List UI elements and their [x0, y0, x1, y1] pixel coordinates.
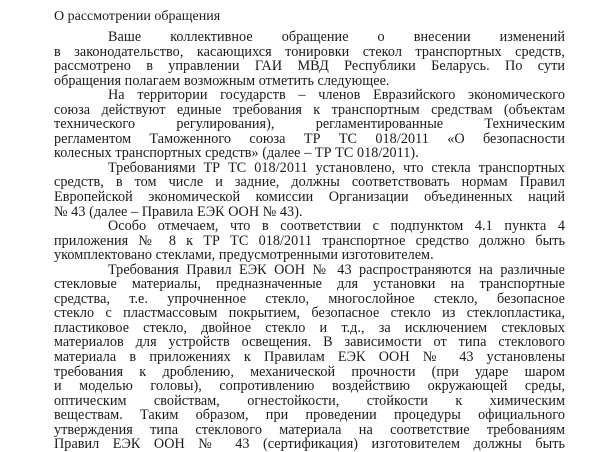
- text-line: укомплектовано стеклами, предусмотренными изготовителем.: [54, 248, 434, 263]
- text-line: Требования Правил ЕЭК ООН № 43 распространяются на различные: [108, 262, 565, 278]
- text-line: стекло с пластмассовым покрытием, безопасное стекло из стеклопластика,: [54, 306, 565, 321]
- text-line: оптическим свойствам, огнестойкости, стойкости к химическим: [54, 393, 565, 409]
- text-line: № 43 (далее – Правила ЕЭК ООН № 43).: [54, 204, 303, 220]
- text-line: колесных транспортных средств» (далее – ТР ТС 018/2011).: [54, 146, 419, 161]
- text-line: в законодательство, касающихся тонировки стекол транспортных средств,: [54, 44, 565, 60]
- text-line: Особо отмечаем, что в соответствии с подпунктом 4.1 пункта 4: [108, 219, 565, 234]
- text-line: требования к дроблению, механической прочности (при ударе шаром: [54, 364, 565, 380]
- text-line: приложения № 8 к ТР ТС 018/2011 транспортное средство должно быть: [54, 233, 565, 249]
- text-line: утверждения типа стеклового материала на соответствие требованиям: [54, 422, 565, 438]
- text-line: рассмотрено в управлении ГАИ МВД Республики Беларусь. По сути: [54, 59, 565, 74]
- text-line: регламентом Таможенного союза ТР ТС 018/2011 «О безопасности: [54, 131, 565, 147]
- text-line: союза действуют единые требования к транспортным средствам (объектам: [54, 102, 565, 118]
- text-line: стекловые материалы, предназначенные для установки на транспортные: [54, 277, 565, 292]
- text-line: На территории государств – членов Евразийского экономического: [108, 88, 565, 103]
- document-title: О рассмотрении обращения: [54, 9, 221, 24]
- text-line: средств, в том числе и задние, должны соответствовать нормам Правил: [54, 175, 565, 191]
- text-line: и моделью головы), сопротивлению воздействию окружающей среды,: [54, 379, 565, 394]
- text-line: Требованиями ТР ТС 018/2011 установлено, что стекла транспортных: [108, 160, 565, 176]
- text-line: пластиковое стекло, двойное стекло и т.д., за исключением стекловых: [54, 320, 565, 336]
- text-line: Европейской экономической комиссии Организации объединенных наций: [54, 190, 565, 205]
- text-line: Правил ЕЭК ООН № 43 (сертификация) изготовителем должны быть: [54, 437, 565, 452]
- text-line: материала в приложениях к Правилам ЕЭК ООН № 43 установлены: [54, 350, 565, 365]
- text-line: средства, т.е. упрочненное стекло, многослойное стекло, безопасное: [54, 291, 565, 307]
- text-line: материалов для устройств освещения. В зависимости от типа стеклового: [54, 335, 565, 351]
- text-line: веществам. Таким образом, при проведении процедуры официального: [54, 408, 565, 423]
- document-body: [54, 30, 565, 452]
- text-line: технического регулирования), регламентированные Техническим: [54, 117, 565, 132]
- text-line: Ваше коллективное обращение о внесении изменений: [108, 30, 565, 45]
- text-line: обращения полагаем возможным отметить следующее.: [54, 73, 390, 89]
